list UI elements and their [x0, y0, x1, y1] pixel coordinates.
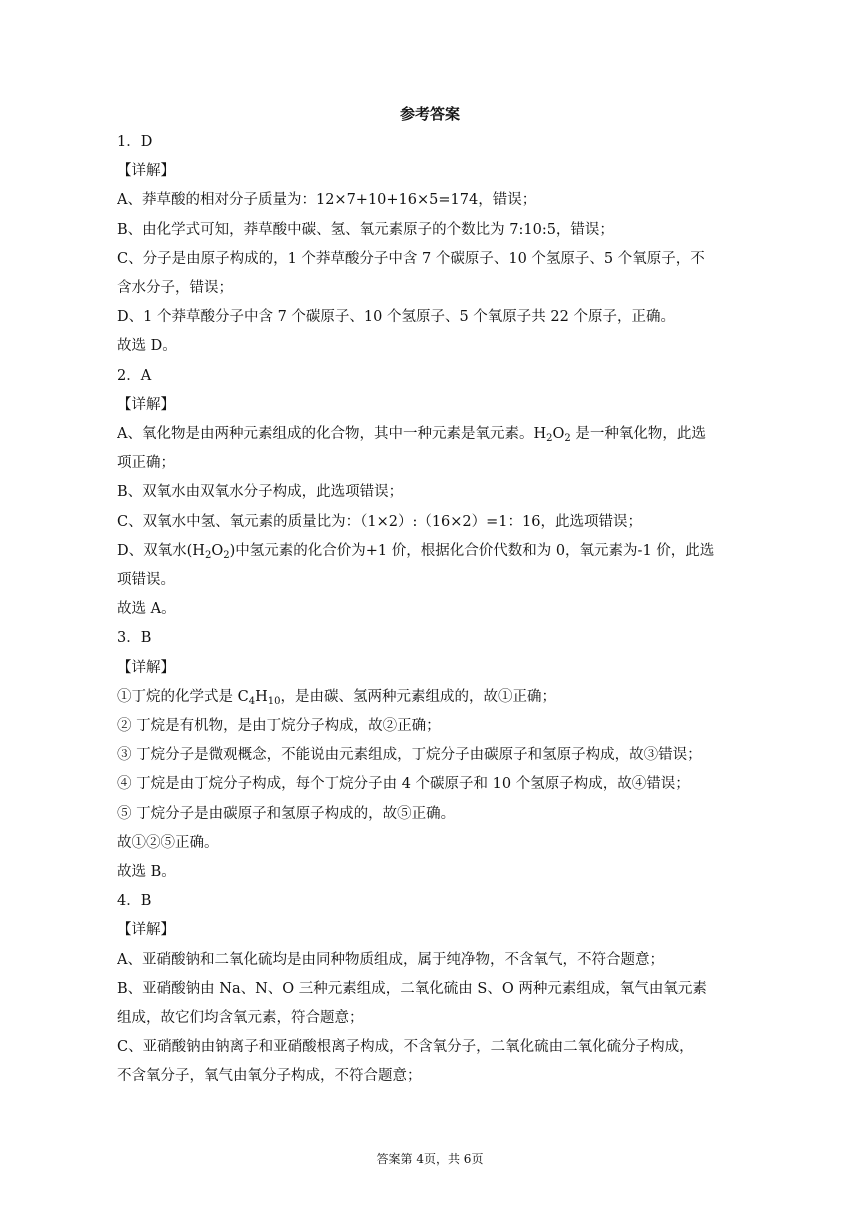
text-line: 2．A	[117, 367, 152, 384]
text-run: A、氧化物是由两种元素组成的化合物，其中一种元素是氧元素。H	[117, 426, 547, 442]
text-line: B、由化学式可知，莽草酸中碳、氢、氧元素原子的个数比为 7:10:5，错误；	[117, 221, 614, 238]
text-line: 故选 A。	[117, 601, 176, 618]
text-line	[117, 686, 743, 708]
text-line	[117, 423, 743, 445]
text-line: 3．B	[117, 630, 152, 647]
text-line: C、双氧水中氢、氧元素的质量比为：（1×2）:（16×2）=1：16，此选项错误；	[117, 513, 642, 530]
page-footer: 答案第 4页，共 6页	[376, 1152, 484, 1166]
text-line: A、亚硝酸钠和二氧化硫均是由同种物质组成，属于纯净物，不含氧气，不符合题意；	[117, 951, 664, 968]
text-line: B、双氧水由双氧水分子构成，此选项错误；	[117, 484, 404, 501]
text-line: C、亚硝酸钠由钠离子和亚硝酸根离子构成，不含氧分子，二氧化硫由二氧化硫分子构成，	[117, 1039, 694, 1056]
text-run: )中氢元素的化合价为+1 价，根据化合价代数和为 0，氧元素为-1 价，此选	[229, 542, 715, 559]
text-line: D、1 个莽草酸分子中含 7 个碳原子、10 个氢原子、5 个氧原子共 22 个原子，正确。	[117, 309, 675, 326]
text-line: 【详解】	[117, 163, 175, 180]
text-line: ② 丁烷是有机物，是由丁烷分子构成，故②正确；	[117, 718, 441, 734]
subscript: 4	[248, 695, 256, 707]
subscript: 2	[546, 433, 553, 444]
text-line: A、莽草酸的相对分子质量为：12×7+10+16×5=174，错误；	[117, 192, 537, 209]
text-line: ③ 丁烷分子是微观概念，不能说由元素组成，丁烷分子由碳原子和氢原子构成，故③错误；	[117, 747, 702, 764]
text-line: 故选 B。	[117, 864, 176, 880]
text-line: C、分子是由原子构成的，1 个莽草酸分子中含 7 个碳原子、10 个氢原子、5 个氧原子，不	[117, 250, 705, 267]
text-line: ④ 丁烷是由丁烷分子构成，每个丁烷分子由 4 个碳原子和 10 个氢原子构成，故④错误；	[117, 776, 690, 793]
text-line	[117, 540, 743, 562]
subscript: 2	[223, 549, 230, 561]
text-line: 故①②⑤正确。	[117, 834, 219, 851]
text-line: 4．B	[117, 893, 152, 910]
text-run: H	[255, 688, 268, 705]
text-run: ，是由碳、氢两种元素组成的，故①正确；	[280, 688, 556, 705]
text-line: 1．D	[117, 134, 153, 150]
text-line: 【详解】	[117, 922, 175, 939]
subscript: 2	[564, 433, 571, 444]
text-run: ①丁烷的化学式是 C	[117, 688, 249, 705]
text-line: ⑤ 丁烷分子是由碳原子和氢原子构成的，故⑤正确。	[117, 805, 456, 822]
text-line: B、亚硝酸钠由 Na、N、O 三种元素组成，二氧化硫由 S、O 两种元素组成，氧气由氧元素	[117, 980, 707, 997]
text-line: 项错误。	[117, 572, 175, 588]
text-line: 组成，故它们均含氧元素，符合题意；	[117, 1010, 364, 1026]
subscript: 10	[267, 695, 281, 707]
text-line: 含水分子，错误；	[117, 280, 233, 296]
text-line: 不含氧分子，氧气由氧分子构成，不符合题意；	[117, 1068, 422, 1085]
text-run: 是一种氧化物，此选	[570, 426, 706, 442]
text-run: O	[552, 426, 565, 442]
subscript: 2	[204, 549, 212, 561]
page-title: 参考答案	[399, 105, 460, 123]
text-run: O	[211, 542, 224, 559]
text-line: 故选 D。	[117, 338, 177, 355]
text-line: 【详解】	[117, 396, 175, 413]
text-line: 项正确；	[117, 455, 175, 472]
text-line: 【详解】	[117, 659, 175, 676]
text-run: D、双氧水(H	[117, 542, 205, 559]
